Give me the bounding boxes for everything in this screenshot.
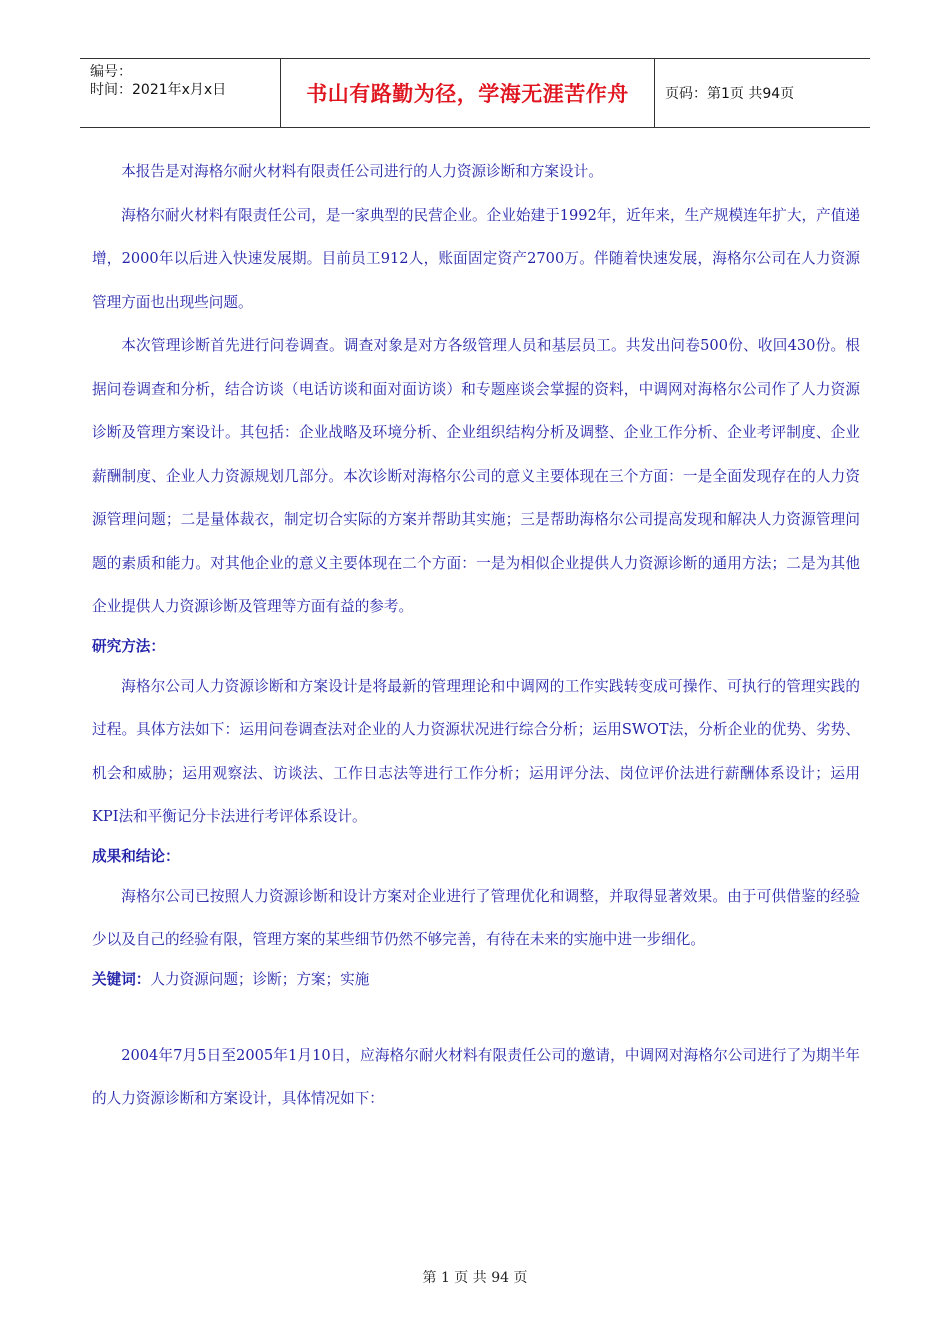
diagnosis-paragraph: 本次管理诊断首先进行问卷调查。调查对象是对方各级管理人员和基层员工。共发出问卷500份、收回430份。根据问卷调查和分析，结合访谈（电话访谈和面对面访谈）和专题座谈会掌握的资料，中调网对海格尔公司作了人力资源诊断及管理方案设计。其包括：企业战略及环境分析、企业组织结构分析及调整、企业工作分析、企业考评制度、企业薪酬制度、企业人力资源规划几部分。本次诊断对海格尔公司的意义主要体现在三个方面：一是全面发现存在的人力资源管理问题；二是量体裁衣，制定切合实际的方案并帮助其实施；三是帮助海格尔公司提高发现和解决人力资源管理问题的素质和能力。对其他企业的意义主要体现在二个方面：一是为相似企业提供人力资源诊断的通用方法；二是为其他企业提供人力资源诊断及管理等方面有益的参考。 [92, 337, 860, 615]
result-heading: 成果和结论： [92, 847, 180, 865]
page-header [80, 58, 870, 128]
company-paragraph: 海格尔耐火材料有限责任公司，是一家典型的民营企业。企业始建于1992年，近年来，生产规模连年扩大，产值递增，2000年以后进入快速发展期。目前员工912人，账面固定资产2700万。伴随着快速发展，海格尔公司在人力资源管理方面也出现些问题。 [92, 206, 860, 311]
intro-paragraph: 本报告是对海格尔耐火材料有限责任公司进行的人力资源诊断和方案设计。 [121, 163, 603, 180]
method-heading: 研究方法： [92, 637, 165, 655]
header-page-number: 页码：第1页 共94页 [665, 86, 795, 102]
document-body [92, 150, 860, 1121]
document-time-label: 时间：2021年x月x日 [90, 82, 227, 98]
spacer [92, 998, 860, 1034]
keywords-text: 人力资源问题；诊断；方案；实施 [150, 970, 370, 988]
schedule-paragraph: 2004年7月5日至2005年1月10日，应海格尔耐火材料有限责任公司的邀请，中调网对海格尔公司进行了为期半年的人力资源诊断和方案设计，具体情况如下： [92, 1046, 860, 1107]
document-number-label: 编号： [90, 64, 132, 80]
header-meta [80, 59, 281, 127]
page-footer: 第 1 页 共 94 页 [422, 1270, 528, 1286]
keywords-label: 关键词： [92, 970, 151, 988]
header-motto: 书山有路勤为径，学海无涯苦作舟 [281, 59, 655, 127]
method-paragraph: 海格尔公司人力资源诊断和方案设计是将最新的管理理论和中调网的工作实践转变成可操作、可执行的管理实践的过程。具体方法如下：运用问卷调查法对企业的人力资源状况进行综合分析；运用SWOT法，分析企业的优势、劣势、机会和威胁；运用观察法、访谈法、工作日志法等进行工作分析；运用评分法、岗位评价法进行薪酬体系设计；运用KPI法和平衡记分卡法进行考评体系设计。 [92, 677, 860, 825]
result-paragraph: 海格尔公司已按照人力资源诊断和设计方案对企业进行了管理优化和调整，并取得显著效果。由于可供借鉴的经验少以及自己的经验有限，管理方案的某些细节仍然不够完善，有待在未来的实施中进一步细化。 [92, 887, 860, 948]
keywords-line [92, 962, 860, 998]
